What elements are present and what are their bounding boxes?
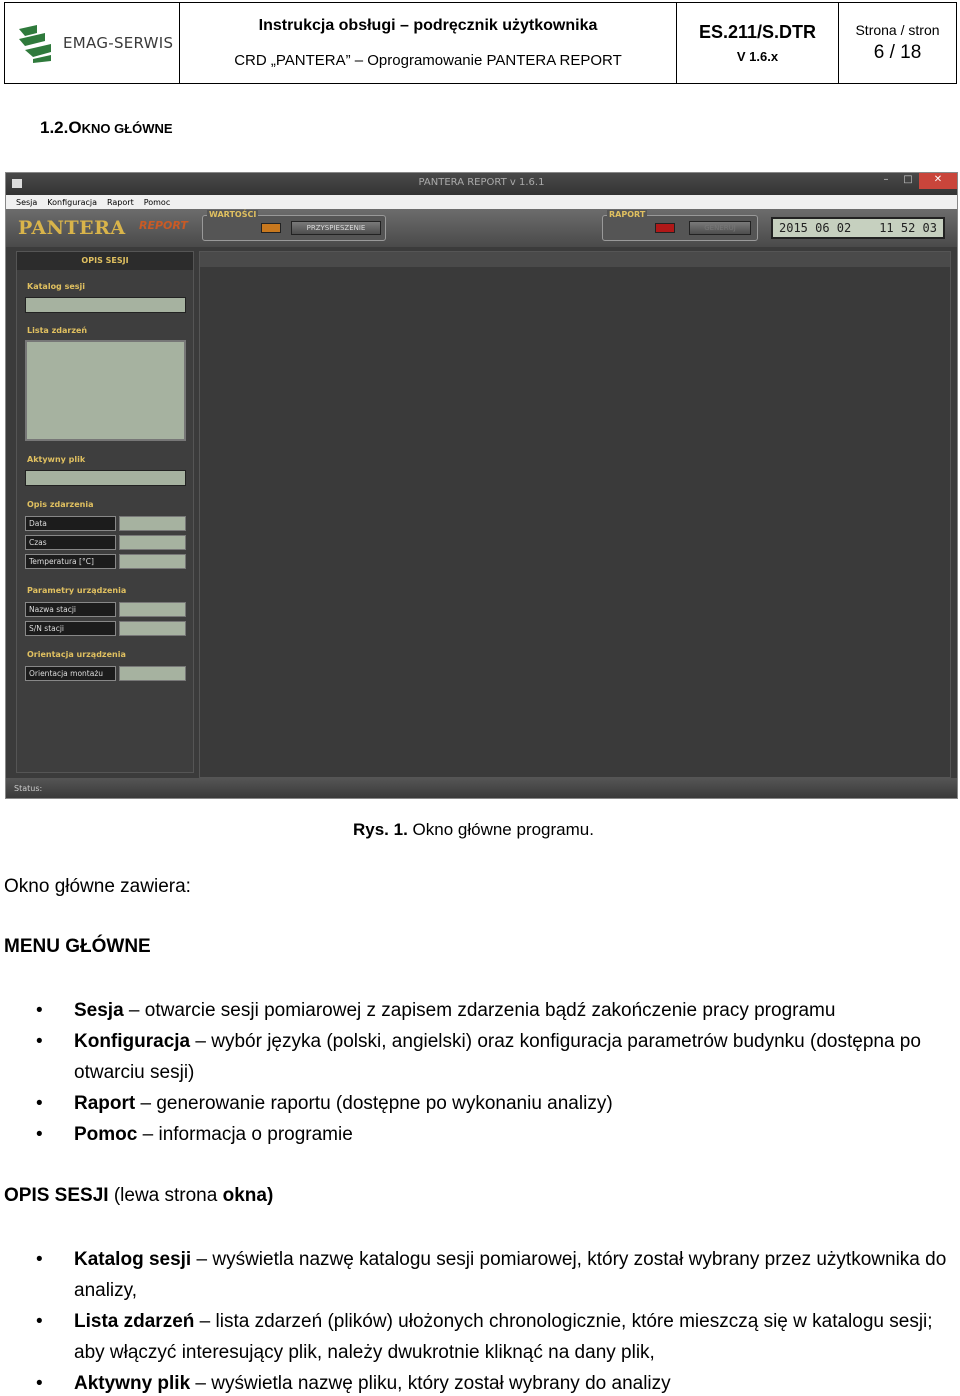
- page-number: 6 / 18: [873, 42, 922, 63]
- row-date: [25, 516, 186, 531]
- row-temperature: [25, 554, 186, 569]
- maximize-button[interactable]: □: [903, 174, 913, 185]
- menu-bar: [6, 195, 957, 209]
- document-subtitle: CRD „PANTERA” – Oprogramowanie PANTERA REPORT: [234, 51, 622, 69]
- document-version: V 1.6.x: [736, 49, 779, 64]
- page-label: Strona / stron: [855, 22, 940, 38]
- emag-logo-icon: [15, 23, 55, 63]
- row-time-value: [119, 535, 186, 550]
- document-header: [4, 2, 957, 84]
- active-file-label: Aktywny plik: [27, 455, 86, 464]
- company-logo: [5, 3, 180, 83]
- row-time-label: Czas: [25, 535, 116, 550]
- list-item-term: Pomoc: [74, 1124, 138, 1145]
- menu-item-pomoc[interactable]: Pomoc: [143, 197, 171, 207]
- header-doc-cell: [677, 3, 839, 83]
- list-item-term: Sesja: [74, 1000, 124, 1021]
- menu-heading-text: MENU GŁÓWNE: [4, 936, 151, 957]
- row-date-label: Data: [25, 516, 116, 531]
- intro-paragraph: Okno główne zawiera:: [4, 876, 191, 897]
- session-description-heading: [4, 1185, 273, 1207]
- list-item-term: Raport: [74, 1093, 136, 1114]
- session-catalog-field: [25, 297, 186, 313]
- report-group-label: RAPORT: [609, 210, 646, 219]
- window-title: PANTERA REPORT v 1.6.1: [418, 177, 545, 188]
- main-work-area: [199, 251, 951, 778]
- list-item-desc: – lista zdarzeń (plików) ułożonych chronologicznie, które mieszczą się w katalogu sesji; aby włączyć interesujący plik, należy dwukrotnie kliknąć na dany plik,: [74, 1311, 933, 1363]
- generate-button[interactable]: GENERUJ: [689, 221, 751, 235]
- values-led-indicator: [261, 223, 281, 233]
- values-group-label: WARTOŚCI: [209, 210, 257, 219]
- session-description-panel: [16, 251, 194, 773]
- event-list-label: Lista zdarzeń: [27, 326, 88, 335]
- close-button[interactable]: ✕: [919, 173, 957, 189]
- device-orientation-label: Orientacja urządzenia: [27, 650, 126, 659]
- list-item: [0, 1088, 956, 1119]
- list-item-term: Lista zdarzeń: [74, 1311, 195, 1332]
- list-item-desc: – generowanie raportu (dostępne po wykonaniu analizy): [135, 1093, 613, 1114]
- row-time: [25, 535, 186, 550]
- list-item-desc: – wyświetla nazwę pliku, który został wybrany do analizy: [190, 1373, 671, 1394]
- section-title-rest: KNO GŁÓWNE: [81, 121, 173, 136]
- list-item-term: Konfiguracja: [74, 1031, 191, 1052]
- list-item-desc: – otwarcie sesji pomiarowej z zapisem zdarzenia bądź zakończenie pracy programu: [123, 1000, 836, 1021]
- heading-bold-2: okna): [222, 1185, 274, 1206]
- menu-item-sesja[interactable]: Sesja: [16, 197, 38, 207]
- event-description-label: Opis zdarzenia: [27, 500, 94, 509]
- list-item: [0, 1026, 956, 1088]
- heading-normal: (lewa strona: [108, 1185, 223, 1206]
- menu-heading: [4, 936, 151, 958]
- row-temperature-value: [119, 554, 186, 569]
- document-code: ES.211/S.DTR: [698, 22, 817, 42]
- list-item: [0, 1368, 956, 1396]
- panel-title: OPIS SESJI: [17, 252, 193, 270]
- menu-items-list: [0, 995, 956, 1150]
- heading-bold-1: OPIS SESJI: [4, 1185, 109, 1206]
- caption-prefix: Rys. 1.: [353, 820, 408, 839]
- row-station-name: [25, 602, 186, 617]
- main-area-header: [200, 252, 950, 267]
- menu-item-raport[interactable]: Raport: [107, 197, 134, 207]
- section-title: [40, 118, 173, 138]
- row-station-sn-label: S/N stacji: [25, 621, 116, 636]
- session-catalog-label: Katalog sesji: [27, 282, 86, 291]
- list-item-desc: – wybór języka (polski, angielski) oraz konfiguracja parametrów budynku (dostępna po otwarciu sesji): [74, 1031, 921, 1083]
- app-screenshot: [5, 172, 958, 799]
- caption-text: Okno główne programu.: [407, 820, 594, 839]
- report-led-indicator: [655, 223, 675, 233]
- list-item-desc: – wyświetla nazwę katalogu sesji pomiarowej, który został wybrany przez użytkownika do analizy,: [74, 1249, 947, 1301]
- row-station-sn-value: [119, 621, 186, 636]
- acceleration-button[interactable]: PRZYSPIESZENIE: [291, 221, 381, 235]
- row-temperature-label: Temperatura [°C]: [25, 554, 116, 569]
- device-params-label: Parametry urządzenia: [27, 586, 127, 595]
- row-date-value: [119, 516, 186, 531]
- list-item-desc: – informacja o programie: [137, 1124, 353, 1145]
- report-logo: REPORT: [139, 219, 188, 232]
- row-station-name-label: Nazwa stacji: [25, 602, 116, 617]
- list-item: [0, 995, 956, 1026]
- window-controls: [875, 173, 957, 189]
- header-page-cell: [839, 3, 956, 83]
- clock-display: [771, 217, 945, 239]
- status-bar: Status:: [6, 778, 957, 798]
- session-items-list: [0, 1244, 956, 1396]
- report-group: [602, 210, 758, 241]
- menu-item-konfiguracja[interactable]: Konfiguracja: [47, 197, 98, 207]
- window-titlebar: [6, 173, 957, 195]
- document-title: Instrukcja obsługi – podręcznik użytkownika: [258, 17, 598, 35]
- toolbar: [6, 209, 957, 247]
- values-group: [202, 210, 386, 241]
- active-file-field: [25, 470, 186, 486]
- row-station-name-value: [119, 602, 186, 617]
- section-number: 1.2.: [40, 118, 69, 137]
- row-mount-orientation-label: Orientacja montażu: [25, 666, 116, 681]
- section-title-first: O: [68, 118, 82, 137]
- clock-date: 2015 06 02: [779, 221, 852, 235]
- row-station-sn: [25, 621, 186, 636]
- row-mount-orientation-value: [119, 666, 186, 681]
- list-item-term: Aktywny plik: [74, 1373, 191, 1394]
- list-item: [0, 1119, 956, 1150]
- list-item-term: Katalog sesji: [74, 1249, 192, 1270]
- event-list-box[interactable]: [25, 340, 186, 441]
- row-mount-orientation: [25, 666, 186, 681]
- list-item: [0, 1244, 956, 1306]
- logo-text: EMAG-SERWIS: [63, 34, 174, 52]
- clock-time: 11 52 03: [879, 221, 937, 235]
- list-item: [0, 1306, 956, 1368]
- pantera-logo: PANTERA: [18, 217, 126, 239]
- minimize-button[interactable]: –: [883, 174, 889, 185]
- header-title-cell: [180, 3, 677, 83]
- figure-caption: [353, 820, 594, 840]
